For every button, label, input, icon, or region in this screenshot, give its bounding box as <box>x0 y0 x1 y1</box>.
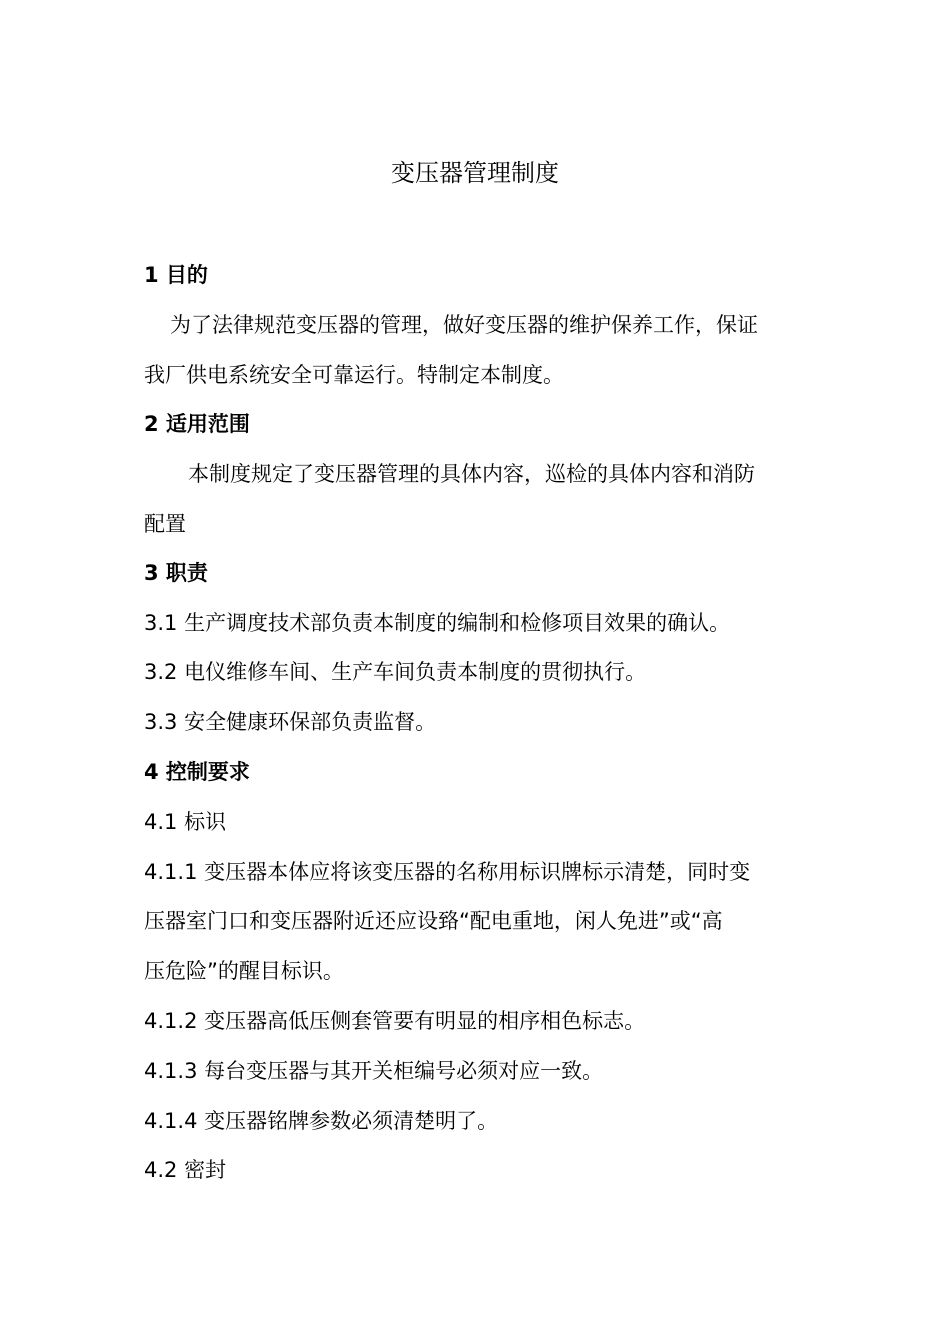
section-heading-control-requirements: 4 控制要求 <box>144 760 250 784</box>
document-title: 变压器管理制度 <box>391 159 559 187</box>
clause-3-3: 3.3 安全健康环保部负责监督。 <box>144 710 437 734</box>
section-heading-responsibilities: 3 职责 <box>144 561 208 585</box>
scope-paragraph-line-1: 本制度规定了变压器管理的具体内容，巡检的具体内容和消防 <box>188 462 755 486</box>
clause-4-1-4: 4.1.4 变压器铭牌参数必须清楚明了。 <box>144 1109 499 1133</box>
clause-3-2: 3.2 电仪维修车间、生产车间负责本制度的贯彻执行。 <box>144 660 647 684</box>
scope-paragraph-line-2: 配置 <box>144 512 186 536</box>
clause-4-1-1-line-1: 4.1.1 变压器本体应将该变压器的名称用标识牌标示清楚，同时变 <box>144 860 751 884</box>
section-heading-purpose: 1 目的 <box>144 263 208 287</box>
clause-4-1-3: 4.1.3 每台变压器与其开关柜编号必须对应一致。 <box>144 1059 604 1083</box>
clause-4-1-1-line-2: 压器室门口和变压器附近还应设臵“配电重地，闲人免进”或“高 <box>144 909 723 933</box>
section-heading-scope: 2 适用范围 <box>144 412 250 436</box>
clause-4-1-1-line-3: 压危险”的醒目标识。 <box>144 959 344 983</box>
clause-4-2: 4.2 密封 <box>144 1158 227 1182</box>
purpose-paragraph-line-1: 为了法律规范变压器的管理，做好变压器的维护保养工作，保证 <box>170 313 758 337</box>
clause-3-1: 3.1 生产调度技术部负责本制度的编制和检修项目效果的确认。 <box>144 611 731 635</box>
purpose-paragraph-line-2: 我厂供电系统安全可靠运行。特制定本制度。 <box>144 363 564 387</box>
clause-4-1-2: 4.1.2 变压器高低压侧套管要有明显的相序相色标志。 <box>144 1009 646 1033</box>
clause-4-1: 4.1 标识 <box>144 810 227 834</box>
